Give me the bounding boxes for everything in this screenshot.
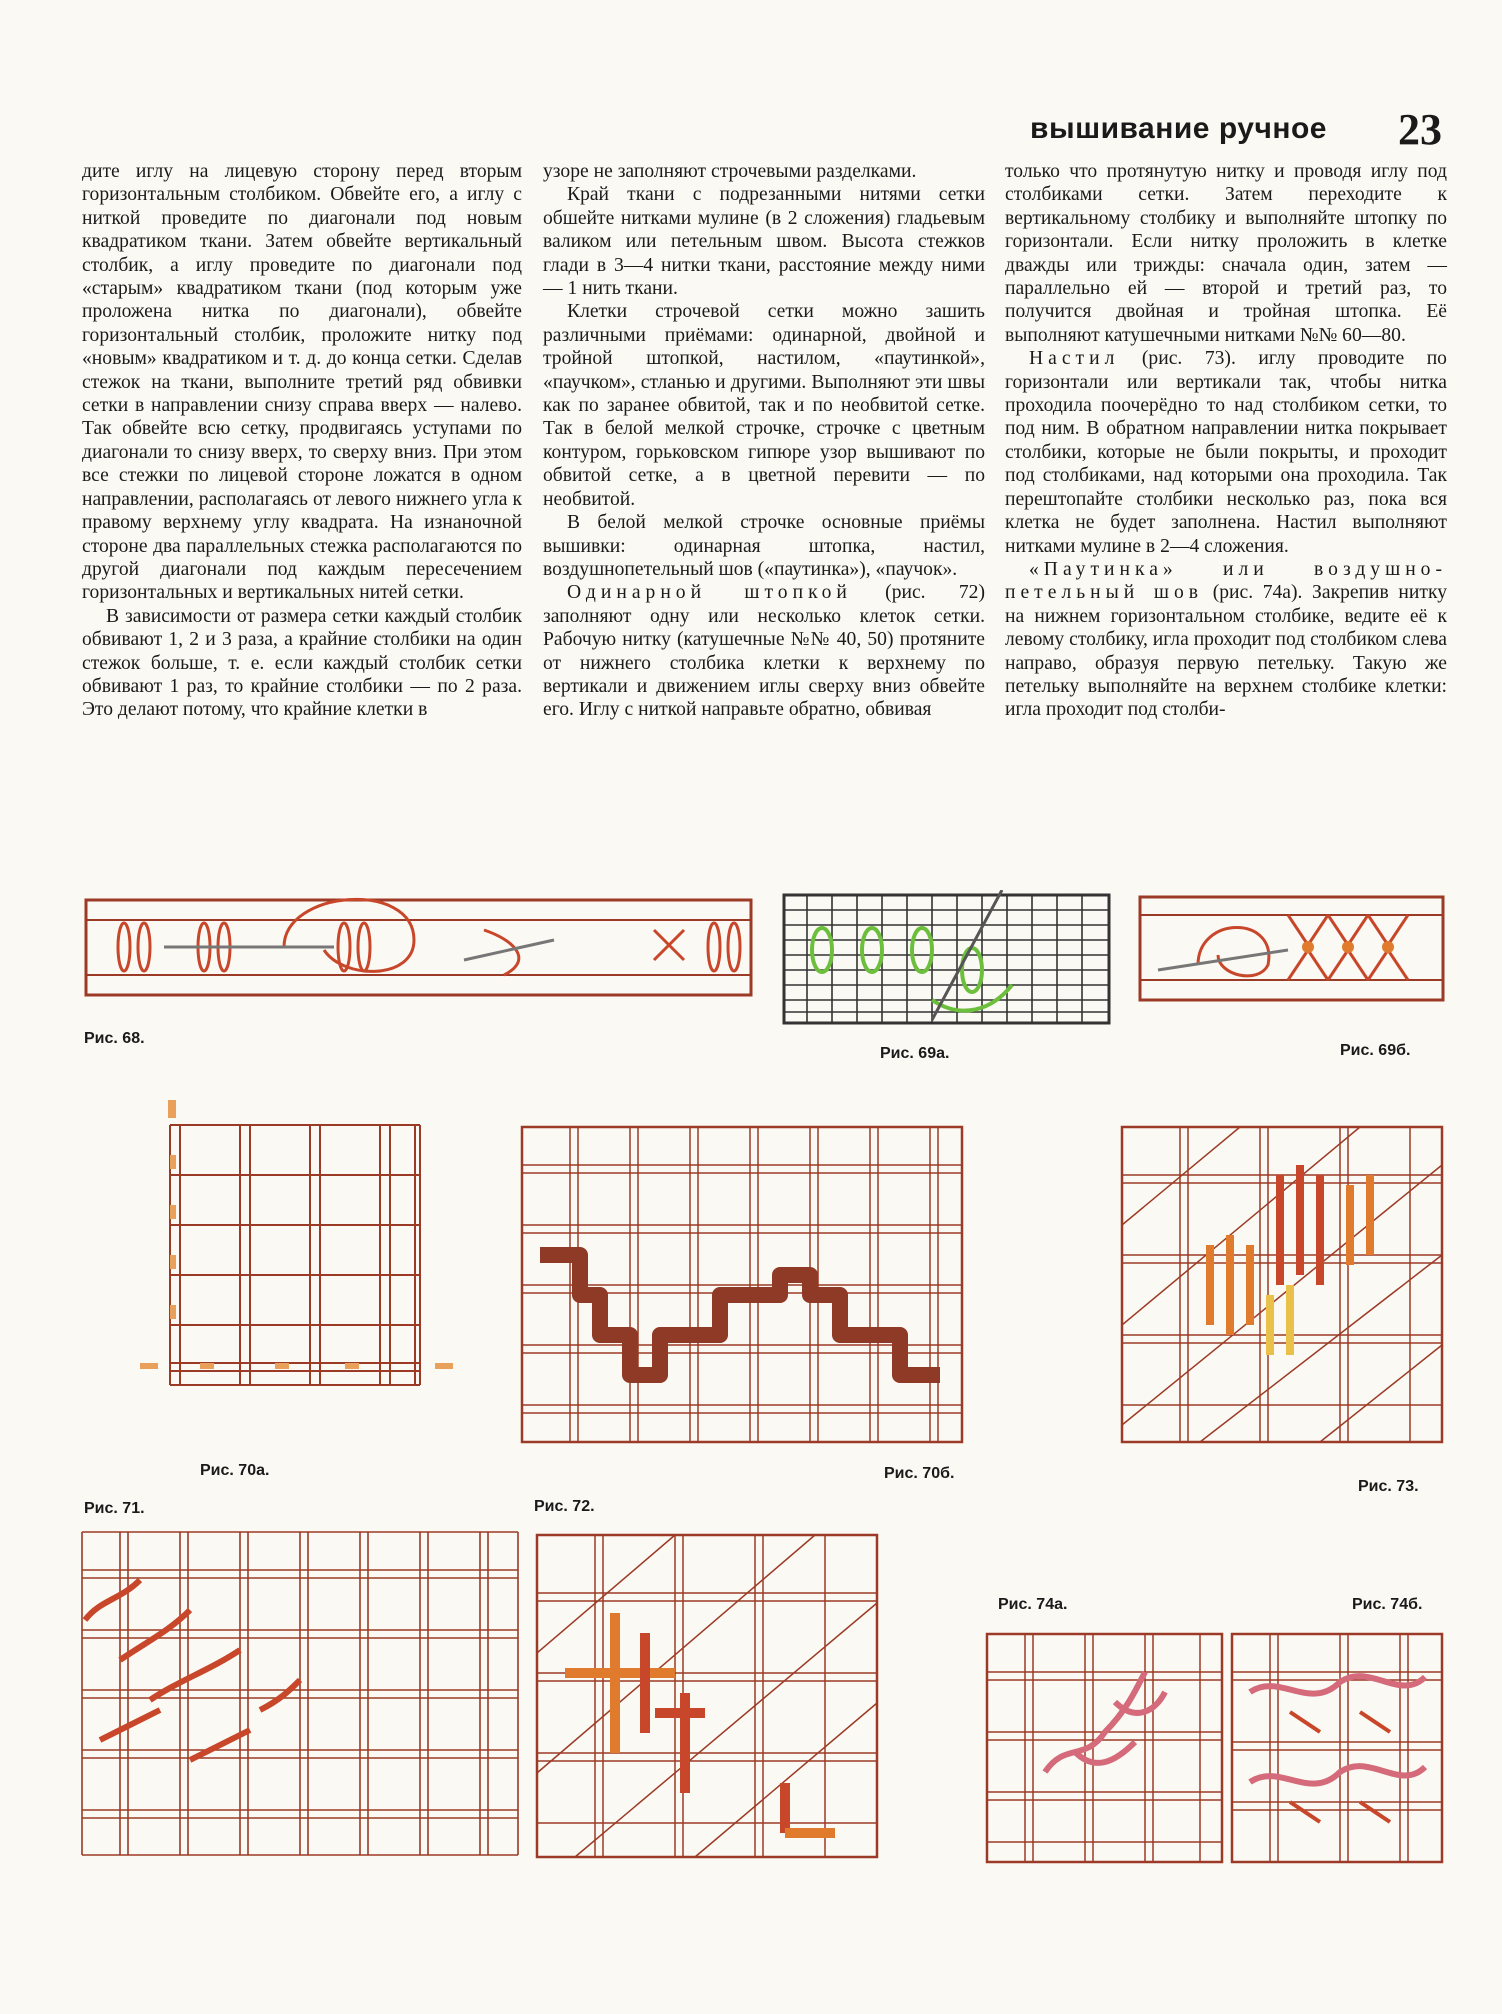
figure-68 [84, 880, 754, 1000]
figure-72 [535, 1533, 880, 1863]
figure-72-drawing [535, 1533, 880, 1863]
figure-69b-drawing [1138, 895, 1446, 1005]
fig-ref: (рис. 73). [1141, 348, 1236, 370]
paragraph [1005, 347, 1447, 558]
caption-fig-74a: Рис. 74а. [998, 1596, 1068, 1613]
figure-68-drawing [84, 880, 754, 1000]
figure-73 [1120, 1125, 1445, 1445]
caption-fig-68: Рис. 68. [84, 1030, 145, 1047]
caption-fig-71: Рис. 71. [84, 1500, 145, 1517]
text-column-3 [1005, 160, 1447, 722]
figure-70a-drawing [140, 1095, 460, 1425]
figure-70b [520, 1125, 965, 1445]
paragraph: узоре не заполняют строчевыми разделками. [543, 161, 917, 182]
term-pautinka: «Паутинка» или воздушно-петельный шов [1005, 558, 1447, 604]
page-number: 23 [1398, 105, 1442, 154]
caption-fig-73: Рис. 73. [1358, 1478, 1419, 1495]
paragraph-text: заполняют одну или несколько клеток сетки. Рабочую нитку (катушечные №№ 40, 50) протяните от нижнего столбика клетки к верхнему по вертикали и движением иглы сверху вниз обвейте его. Иглу с ниткой направьте обратно, обвивая [543, 605, 985, 721]
paragraph [1005, 558, 1447, 722]
section-title: вышивание ручное [1030, 112, 1327, 145]
page-header [1030, 104, 1450, 164]
text-column-1 [82, 160, 522, 722]
figure-69b [1138, 895, 1446, 1005]
paragraph: Клетки строчевой сетки можно зашить различными приёмами: одинарной, двойной и тройной штопкой, настилом, «паутинкой», «паучком», стланью и другими. Выполняют эти швы как по заранее обвитой, так и по необвитой сетке. Так в белой мелкой строчке, строчке с цветным контуром, горьковском гипюре узор вышивают по обвитой сетке, а в цветной перевити — по необвитой. [543, 301, 985, 510]
figure-74b-drawing [1230, 1632, 1445, 1864]
paragraph: В белой мелкой строчке основные приёмы вышивки: одинарная штопка, настил, воздушнопетельный шов («паутинка»), «паучок». [543, 512, 985, 580]
figure-73-drawing [1120, 1125, 1445, 1445]
figure-70a [140, 1095, 460, 1425]
caption-fig-70b: Рис. 70б. [884, 1465, 955, 1482]
paragraph-text: (рис. 74а). Закрепив нитку на нижнем горизонтальном столбике, ведите её к левому столбику, игла проходит под столбиком слева направо, образуя первую петельку. Такую же петельку выполняйте на верхнем столбике клетки: игла проходит под столби- [1005, 582, 1447, 721]
paragraph-text: иглу проводите по горизонтали или вертикали так, чтобы нитка проходила поочерёдно то над столбиком сетки, то под ним. В обратном направлении нитка покрывает столбики, которые не были покрыты, и проходит под столбиками, над которыми она проходила. Так перештопайте столбики несколько раз, пока вся клетка не будет заполнена. Настил выполняют нитками мулине в 2—4 сложения. [1005, 348, 1447, 557]
term-single-darning: Одинарной штопкой [567, 582, 852, 604]
paragraph: Край ткани с подрезанными нитями сетки обшейте нитками мулине (в 2 сложения) гладьевым валиком или петельным швом. Высота стежков глади в 3—4 нитки ткани, расстояние между ними — 1 нить ткани. [543, 184, 985, 300]
figure-71 [80, 1530, 520, 1860]
caption-fig-70a: Рис. 70а. [200, 1462, 270, 1479]
paragraph: дите иглу на лицевую сторону перед вторым горизонтальным столбиком. Обвейте его, а иглу с ниткой проведите по диагонали под новым квадратиком ткани. Затем обвейте вертикальный столбик, а иглу проведите по диагонали под «старым» квадратиком ткани (под которым уже проложена нитка по диагонали), обвейте горизонтальный столбик, проложите нитку под «новым» квадратиком и т. д. до конца сетки. Сделав стежок на ткани, выполните третий ряд обвивки сетки в направлении снизу справа вверх — налево. Так обвейте всю сетку, продвигаясь уступами по диагонали то снизу вверх, то сверху вниз. При этом все стежки по лицевой стороне ложатся в одном направлении, располагаясь от левого нижнего угла к правому верхнему углу квадрата. На изнаночной стороне два параллельных стежка располагаются по другой диагонали под каждым пересечением горизонтальных и вертикальных нитей сетки. [82, 161, 522, 604]
figure-71-drawing [80, 1530, 520, 1860]
paragraph [543, 581, 985, 721]
figure-74b [1230, 1632, 1445, 1864]
paragraph: только что протянутую нитку и проводя иглу под столбиками сетки. Затем переходите к вертикальному столбику и выполняйте штопку по горизонтали. Если нитку проложить в клетке дважды или трижды: сначала один, затем — параллельно ей — второй и третий раз, то получится двойная и тройная штопка. Её выполняют катушечными нитками №№ 60—80. [1005, 161, 1447, 346]
caption-fig-72: Рис. 72. [534, 1498, 595, 1515]
figure-70b-drawing [520, 1125, 965, 1445]
paragraph: В зависимости от размера сетки каждый столбик обвивают 1, 2 и 3 раза, а крайние столбики на один стежок больше, т. е. если каждый столбик сетки обвивают 1 раз, то крайние столбики — по 2 раза. Это делают потому, что крайние клетки в [82, 605, 522, 721]
caption-fig-69a: Рис. 69а. [880, 1045, 950, 1062]
fig-ref: (рис. 72) [885, 582, 985, 604]
text-column-2 [543, 160, 985, 722]
term-nastil: Настил [1029, 348, 1120, 370]
figure-69a [782, 890, 1112, 1030]
figure-69a-drawing [782, 890, 1112, 1030]
caption-fig-69b: Рис. 69б. [1340, 1042, 1411, 1059]
figure-74a-drawing [985, 1632, 1225, 1864]
caption-fig-74b: Рис. 74б. [1352, 1596, 1423, 1613]
figure-74a [985, 1632, 1225, 1864]
